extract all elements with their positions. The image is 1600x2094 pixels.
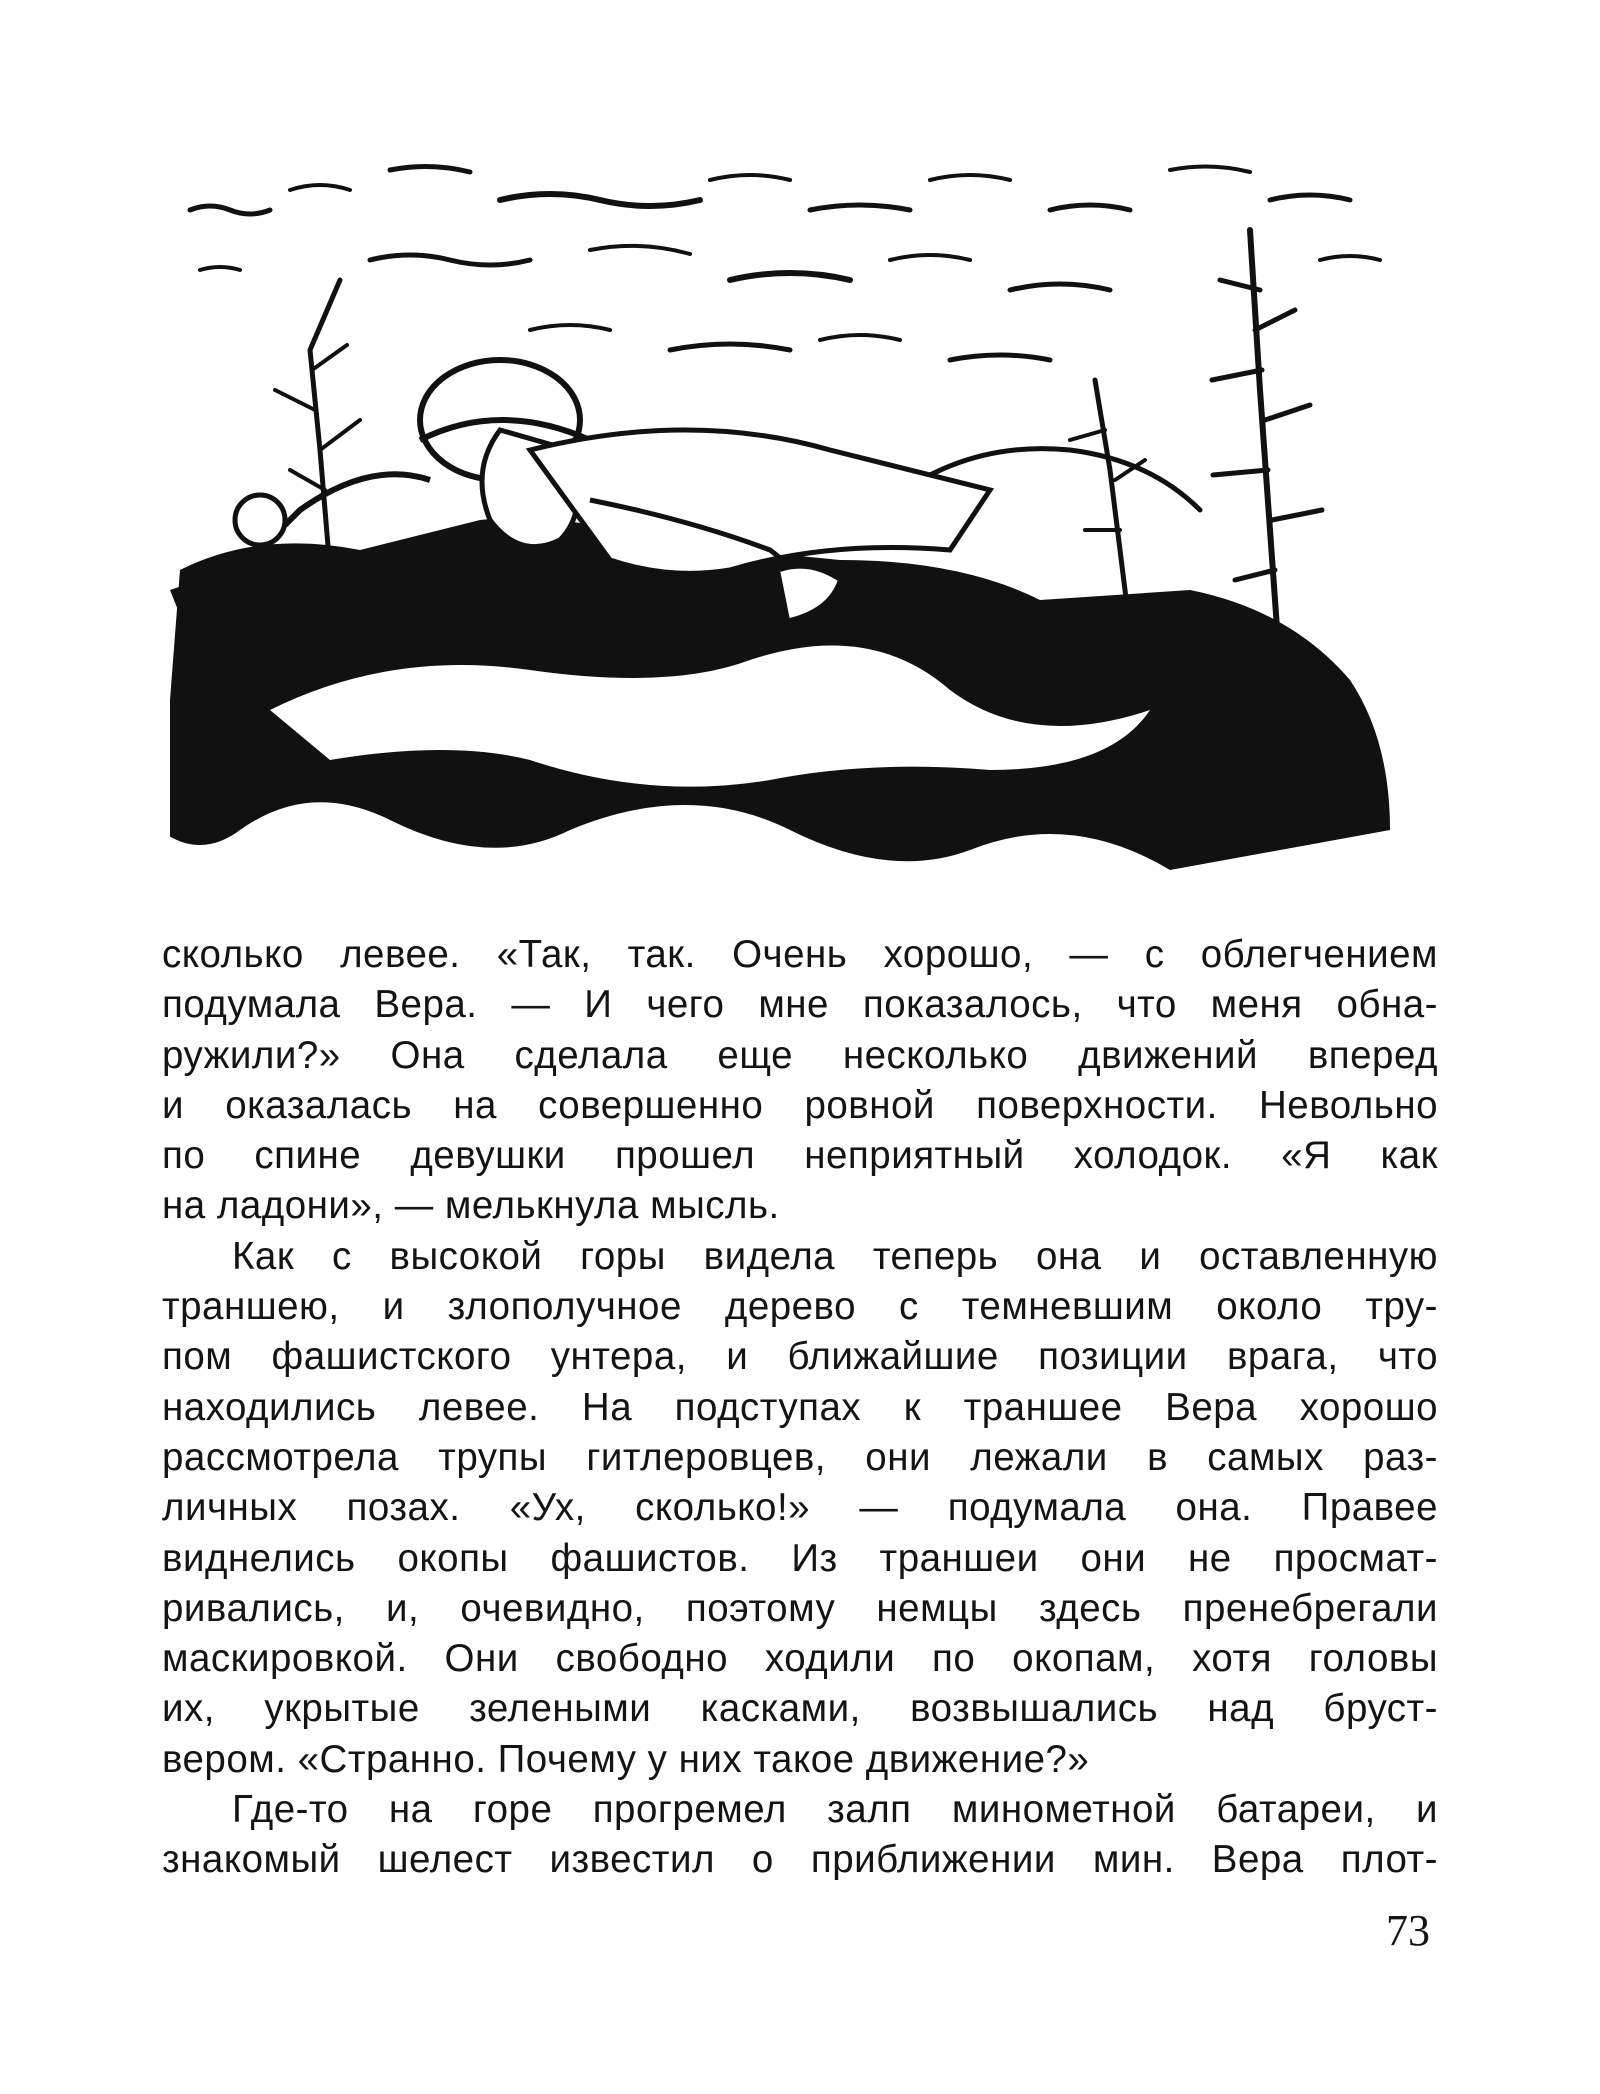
text-line: Как с высокой горы видела теперь она и оставленную [232, 1234, 1438, 1278]
text-line: траншею, и злополучное дерево с темневшим около тру- [162, 1285, 1438, 1329]
paragraph-1 [162, 930, 1438, 1232]
text-line: знакомый шелест известил о приближении мин. Вера плот- [162, 1838, 1438, 1882]
text-line: личных позах. «Ух, сколько!» — подумала она. Правее [162, 1486, 1438, 1530]
text-line: Где-то на горе прогремел залп минометной батареи, и [232, 1788, 1438, 1832]
text-line: на ладони», — мелькнула мысль. [162, 1184, 780, 1228]
text-line: ружили?» Она сделала еще несколько движений вперед [162, 1033, 1438, 1077]
text-line: вером. «Странно. Почему у них такое движение?» [162, 1737, 1090, 1781]
text-line: сколько левее. «Так, так. Очень хорошо, — с облегчением [162, 933, 1438, 976]
body-text [162, 930, 1438, 1886]
text-line: пом фашистского унтера, и ближайшие позиции врага, что [162, 1335, 1438, 1379]
text-line: ривались, и, очевидно, поэтому немцы здесь пренебрегали [162, 1586, 1438, 1630]
text-line: маскировкой. Они свободно ходили по окопам, хотя головы [162, 1637, 1438, 1681]
text-line: рассмотрела трупы гитлеровцев, они лежали в самых раз- [162, 1435, 1438, 1479]
text-line: их, укрытые зелеными касками, возвышались над бруст- [162, 1687, 1438, 1731]
soldier-crawling-illustration [170, 150, 1430, 890]
paragraph-2 [162, 1232, 1438, 1785]
text-line: находились левее. На подступах к траншее Вера хорошо [162, 1385, 1438, 1429]
text-line: и оказалась на совершенно ровной поверхности. Невольно [162, 1083, 1438, 1127]
paragraph-3 [162, 1785, 1438, 1886]
text-line: виднелись окопы фашистов. Из траншеи они не просмат- [162, 1536, 1438, 1580]
text-line: по спине девушки прошел неприятный холодок. «Я как [162, 1134, 1438, 1178]
page-number: 73 [1386, 1906, 1430, 1955]
text-line: подумала Вера. — И чего мне показалось, что меня обна- [162, 983, 1438, 1027]
